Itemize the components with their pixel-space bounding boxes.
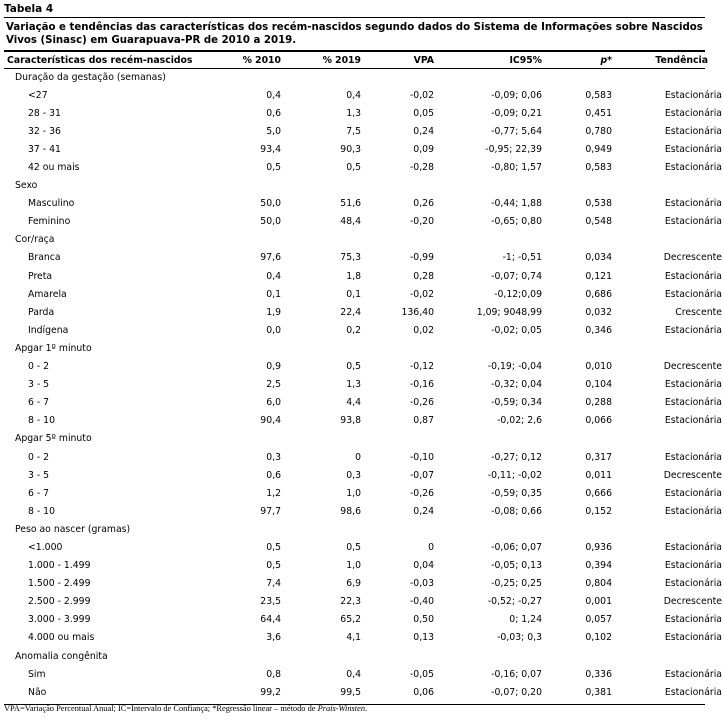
table-footnote xyxy=(4,704,709,713)
group-label: Sexo xyxy=(15,180,38,192)
table-row xyxy=(4,285,724,303)
cell-vpa: -0,03 xyxy=(409,578,434,590)
cell-pct-2019: 1,3 xyxy=(346,379,361,391)
table-row xyxy=(4,122,724,140)
cell-pct-2019: 48,4 xyxy=(340,216,361,228)
cell-pct-2019: 22,3 xyxy=(340,596,361,608)
group-label: Apgar 5º minuto xyxy=(15,433,92,445)
cell-pct-2019: 0 xyxy=(355,451,361,463)
group-row xyxy=(4,647,724,665)
table-row xyxy=(4,321,724,339)
cell-characteristic: Sim xyxy=(28,668,46,680)
cell-characteristic: 1.000 - 1.499 xyxy=(28,560,91,572)
table-row xyxy=(4,303,724,321)
cell-vpa: -0,10 xyxy=(409,451,434,463)
cell-trend: Estacionária xyxy=(664,107,722,119)
cell-p-value: 0,804 xyxy=(585,578,612,590)
cell-ic95: 1,09; 9048,99 xyxy=(476,306,542,318)
table-row xyxy=(4,86,724,104)
table-row xyxy=(4,502,724,520)
cell-pct-2010: 0,4 xyxy=(266,89,281,101)
cell-vpa: -0,07 xyxy=(409,469,434,481)
cell-pct-2010: 0,4 xyxy=(266,270,281,282)
cell-vpa: -0,16 xyxy=(409,379,434,391)
cell-vpa: 0,87 xyxy=(413,415,434,427)
table-row xyxy=(4,394,724,412)
cell-pct-2010: 23,5 xyxy=(260,596,281,608)
table-row xyxy=(4,376,724,394)
table-row xyxy=(4,629,724,647)
table-row xyxy=(4,140,724,158)
cell-characteristic: Indígena xyxy=(28,324,69,336)
cell-p-value: 0,394 xyxy=(585,560,612,572)
cell-pct-2019: 0,5 xyxy=(346,541,361,553)
cell-ic95: -0,19; -0,04 xyxy=(487,361,542,373)
cell-pct-2019: 0,3 xyxy=(346,469,361,481)
header-pct-2010: % 2010 xyxy=(242,54,281,66)
group-label: Apgar 1º minuto xyxy=(15,342,92,354)
cell-ic95: -1; -0,51 xyxy=(502,252,542,264)
cell-pct-2010: 64,4 xyxy=(260,614,281,626)
cell-ic95: -0,05; 0,13 xyxy=(491,560,542,572)
cell-pct-2010: 0,0 xyxy=(266,324,281,336)
cell-vpa: 0,06 xyxy=(413,686,434,698)
cell-vpa: -0,02 xyxy=(409,89,434,101)
top-divider xyxy=(4,17,705,18)
cell-ic95: -0,09; 0,06 xyxy=(491,89,542,101)
cell-pct-2019: 98,6 xyxy=(340,505,361,517)
cell-characteristic: 6 - 7 xyxy=(28,397,50,409)
cell-vpa: -0,12 xyxy=(409,361,434,373)
cell-trend: Estacionária xyxy=(664,686,722,698)
cell-p-value: 0,317 xyxy=(585,451,612,463)
cell-ic95: -0,27; 0,12 xyxy=(491,451,542,463)
table-row xyxy=(4,358,724,376)
cell-p-value: 0,121 xyxy=(585,270,612,282)
table-row xyxy=(4,557,724,575)
cell-ic95: -0,77; 5,64 xyxy=(491,125,542,137)
header-vpa: VPA xyxy=(413,54,434,66)
cell-pct-2019: 4,1 xyxy=(346,632,361,644)
cell-trend: Estacionária xyxy=(664,451,722,463)
table-row xyxy=(4,412,724,430)
cell-pct-2019: 0,5 xyxy=(346,361,361,373)
cell-vpa: 0,24 xyxy=(413,125,434,137)
cell-characteristic: Não xyxy=(28,686,47,698)
group-label: Cor/raça xyxy=(15,234,55,246)
cell-p-value: 0,936 xyxy=(585,541,612,553)
cell-ic95: -0,02; 0,05 xyxy=(491,324,542,336)
cell-p-value: 0,104 xyxy=(585,379,612,391)
cell-pct-2010: 0,1 xyxy=(266,288,281,300)
cell-p-value: 0,538 xyxy=(585,198,612,210)
table-row xyxy=(4,665,724,683)
cell-vpa: 0,50 xyxy=(413,614,434,626)
cell-characteristic: Branca xyxy=(28,252,61,264)
cell-trend: Decrescente xyxy=(663,361,722,373)
cell-characteristic: 8 - 10 xyxy=(28,415,56,427)
cell-p-value: 0,001 xyxy=(585,596,612,608)
cell-vpa: -0,40 xyxy=(409,596,434,608)
cell-pct-2019: 1,8 xyxy=(346,270,361,282)
cell-vpa: -0,20 xyxy=(409,216,434,228)
cell-characteristic: 4.000 ou mais xyxy=(28,632,95,644)
cell-trend: Estacionária xyxy=(664,162,722,174)
cell-characteristic: <1.000 xyxy=(28,541,63,553)
cell-vpa: -0,28 xyxy=(409,162,434,174)
cell-characteristic: 37 - 41 xyxy=(28,143,61,155)
table-row xyxy=(4,249,724,267)
cell-characteristic: Parda xyxy=(28,306,55,318)
cell-pct-2019: 90,3 xyxy=(340,143,361,155)
table-row xyxy=(4,195,724,213)
cell-p-value: 0,011 xyxy=(585,469,612,481)
cell-p-value: 0,548 xyxy=(585,216,612,228)
header-p-value: p* xyxy=(600,54,612,66)
group-label: Duração da gestação (semanas) xyxy=(15,71,166,83)
cell-ic95: -0,02; 2,6 xyxy=(497,415,542,427)
cell-trend: Estacionária xyxy=(664,288,722,300)
cell-vpa: 136,40 xyxy=(401,306,434,318)
cell-p-value: 0,583 xyxy=(585,89,612,101)
cell-pct-2010: 0,9 xyxy=(266,361,281,373)
cell-characteristic: 0 - 2 xyxy=(28,451,50,463)
header-ic95: IC95% xyxy=(509,54,542,66)
cell-vpa: 0 xyxy=(428,541,434,553)
table-row xyxy=(4,575,724,593)
cell-trend: Estacionária xyxy=(664,487,722,499)
cell-p-value: 0,346 xyxy=(585,324,612,336)
cell-vpa: -0,26 xyxy=(409,487,434,499)
cell-pct-2019: 1,0 xyxy=(346,487,361,499)
group-row xyxy=(4,339,724,357)
cell-characteristic: 3 - 5 xyxy=(28,469,50,481)
cell-vpa: 0,28 xyxy=(413,270,434,282)
header-trend: Tendência xyxy=(655,54,708,66)
cell-pct-2010: 7,4 xyxy=(266,578,281,590)
cell-trend: Estacionária xyxy=(664,324,722,336)
cell-pct-2019: 1,0 xyxy=(346,560,361,572)
cell-trend: Estacionária xyxy=(664,125,722,137)
cell-vpa: 0,05 xyxy=(413,107,434,119)
cell-characteristic: 3.000 - 3.999 xyxy=(28,614,91,626)
cell-vpa: 0,04 xyxy=(413,560,434,572)
cell-vpa: 0,13 xyxy=(413,632,434,644)
cell-pct-2010: 0,3 xyxy=(266,451,281,463)
cell-p-value: 0,780 xyxy=(585,125,612,137)
cell-characteristic: Amarela xyxy=(28,288,67,300)
cell-pct-2019: 1,3 xyxy=(346,107,361,119)
cell-p-value: 0,451 xyxy=(585,107,612,119)
cell-p-value: 0,066 xyxy=(585,415,612,427)
table-row xyxy=(4,448,724,466)
cell-p-value: 0,381 xyxy=(585,686,612,698)
cell-ic95: -0,80; 1,57 xyxy=(491,162,542,174)
cell-trend: Crescente xyxy=(675,306,722,318)
footnote-method: Prais-Winsten xyxy=(317,704,366,713)
cell-ic95: -0,07; 0,74 xyxy=(491,270,542,282)
cell-pct-2019: 0,5 xyxy=(346,162,361,174)
cell-ic95: -0,09; 0,21 xyxy=(491,107,542,119)
table-row xyxy=(4,593,724,611)
cell-characteristic: Preta xyxy=(28,270,53,282)
cell-characteristic: Masculino xyxy=(28,198,75,210)
cell-characteristic: 1.500 - 2.499 xyxy=(28,578,91,590)
cell-ic95: -0,59; 0,34 xyxy=(491,397,542,409)
cell-pct-2019: 0,2 xyxy=(346,324,361,336)
table-caption: Variação e tendências das características dos recém-nascidos segundo dados do Sistema de Informações sobre Nascidos Vivos (Sinasc) em Guarapuava-PR de 2010 a 2019. xyxy=(6,22,703,46)
table-row xyxy=(4,104,724,122)
cell-ic95: -0,11; -0,02 xyxy=(487,469,542,481)
cell-trend: Decrescente xyxy=(663,596,722,608)
cell-pct-2019: 0,4 xyxy=(346,668,361,680)
group-label: Anomalia congênita xyxy=(15,650,108,662)
cell-p-value: 0,666 xyxy=(585,487,612,499)
group-row xyxy=(4,520,724,538)
cell-trend: Decrescente xyxy=(663,469,722,481)
cell-trend: Estacionária xyxy=(664,198,722,210)
cell-pct-2010: 0,8 xyxy=(266,668,281,680)
cell-characteristic: 3 - 5 xyxy=(28,379,50,391)
group-label: Peso ao nascer (gramas) xyxy=(15,523,131,535)
table-label: Tabela 4 xyxy=(4,3,54,15)
table-row xyxy=(4,267,724,285)
cell-p-value: 0,288 xyxy=(585,397,612,409)
cell-ic95: -0,52; -0,27 xyxy=(487,596,542,608)
cell-ic95: -0,25; 0,25 xyxy=(491,578,542,590)
cell-p-value: 0,032 xyxy=(585,306,612,318)
cell-characteristic: 28 - 31 xyxy=(28,107,61,119)
cell-pct-2010: 93,4 xyxy=(260,143,281,155)
cell-ic95: -0,08; 0,66 xyxy=(491,505,542,517)
group-row xyxy=(4,68,724,86)
cell-pct-2010: 97,6 xyxy=(260,252,281,264)
cell-trend: Estacionária xyxy=(664,89,722,101)
cell-pct-2010: 0,6 xyxy=(266,107,281,119)
cell-ic95: -0,12;0,09 xyxy=(494,288,542,300)
cell-pct-2010: 2,5 xyxy=(266,379,281,391)
cell-pct-2010: 0,5 xyxy=(266,541,281,553)
cell-pct-2010: 3,6 xyxy=(266,632,281,644)
cell-p-value: 0,010 xyxy=(585,361,612,373)
cell-trend: Decrescente xyxy=(663,252,722,264)
cell-characteristic: 2.500 - 2.999 xyxy=(28,596,91,608)
cell-pct-2019: 99,5 xyxy=(340,686,361,698)
table-row xyxy=(4,466,724,484)
group-row xyxy=(4,430,724,448)
header-row xyxy=(4,52,724,68)
cell-ic95: -0,44; 1,88 xyxy=(491,198,542,210)
cell-pct-2019: 51,6 xyxy=(340,198,361,210)
cell-p-value: 0,949 xyxy=(585,143,612,155)
table-row xyxy=(4,484,724,502)
cell-pct-2010: 0,5 xyxy=(266,560,281,572)
cell-pct-2019: 65,2 xyxy=(340,614,361,626)
header-pct-2019: % 2019 xyxy=(322,54,361,66)
cell-ic95: -0,07; 0,20 xyxy=(491,686,542,698)
cell-pct-2019: 4,4 xyxy=(346,397,361,409)
cell-trend: Estacionária xyxy=(664,560,722,572)
cell-vpa: -0,99 xyxy=(409,252,434,264)
cell-characteristic: 0 - 2 xyxy=(28,361,50,373)
cell-vpa: 0,24 xyxy=(413,505,434,517)
table-row xyxy=(4,683,724,701)
cell-vpa: -0,05 xyxy=(409,668,434,680)
cell-trend: Estacionária xyxy=(664,270,722,282)
data-table xyxy=(4,52,724,701)
group-row xyxy=(4,177,724,195)
cell-ic95: -0,06; 0,07 xyxy=(491,541,542,553)
cell-pct-2010: 5,0 xyxy=(266,125,281,137)
cell-p-value: 0,102 xyxy=(585,632,612,644)
table-row xyxy=(4,158,724,176)
cell-p-value: 0,686 xyxy=(585,288,612,300)
cell-trend: Estacionária xyxy=(664,505,722,517)
cell-ic95: -0,65; 0,80 xyxy=(491,216,542,228)
cell-trend: Estacionária xyxy=(664,614,722,626)
cell-p-value: 0,583 xyxy=(585,162,612,174)
cell-vpa: -0,26 xyxy=(409,397,434,409)
cell-trend: Estacionária xyxy=(664,632,722,644)
cell-vpa: 0,26 xyxy=(413,198,434,210)
cell-trend: Estacionária xyxy=(664,415,722,427)
cell-vpa: -0,02 xyxy=(409,288,434,300)
cell-characteristic: 32 - 36 xyxy=(28,125,61,137)
group-row xyxy=(4,231,724,249)
cell-ic95: -0,03; 0,3 xyxy=(497,632,542,644)
cell-pct-2010: 0,5 xyxy=(266,162,281,174)
cell-vpa: 0,02 xyxy=(413,324,434,336)
cell-trend: Estacionária xyxy=(664,578,722,590)
cell-pct-2010: 50,0 xyxy=(260,216,281,228)
cell-characteristic: 6 - 7 xyxy=(28,487,50,499)
cell-pct-2010: 90,4 xyxy=(260,415,281,427)
cell-trend: Estacionária xyxy=(664,541,722,553)
cell-characteristic: Feminino xyxy=(28,216,71,228)
cell-p-value: 0,034 xyxy=(585,252,612,264)
cell-pct-2019: 6,9 xyxy=(346,578,361,590)
cell-pct-2019: 75,3 xyxy=(340,252,361,264)
cell-pct-2010: 0,6 xyxy=(266,469,281,481)
cell-pct-2019: 0,1 xyxy=(346,288,361,300)
cell-characteristic: 8 - 10 xyxy=(28,505,56,517)
cell-p-value: 0,152 xyxy=(585,505,612,517)
cell-pct-2019: 0,4 xyxy=(346,89,361,101)
table-body xyxy=(4,68,724,701)
cell-pct-2010: 1,9 xyxy=(266,306,281,318)
cell-pct-2010: 1,2 xyxy=(266,487,281,499)
cell-ic95: -0,59; 0,35 xyxy=(491,487,542,499)
cell-trend: Estacionária xyxy=(664,216,722,228)
cell-ic95: -0,32; 0,04 xyxy=(491,379,542,391)
header-characteristics: Características dos recém-nascidos xyxy=(7,54,193,66)
cell-trend: Estacionária xyxy=(664,379,722,391)
cell-ic95: -0,16; 0,07 xyxy=(491,668,542,680)
cell-characteristic: <27 xyxy=(28,89,48,101)
cell-trend: Estacionária xyxy=(664,397,722,409)
cell-vpa: 0,09 xyxy=(413,143,434,155)
cell-pct-2010: 99,2 xyxy=(260,686,281,698)
cell-trend: Estacionária xyxy=(664,143,722,155)
cell-ic95: 0; 1,24 xyxy=(509,614,542,626)
cell-pct-2010: 6,0 xyxy=(266,397,281,409)
cell-pct-2019: 93,8 xyxy=(340,415,361,427)
table-row xyxy=(4,538,724,556)
cell-pct-2010: 97,7 xyxy=(260,505,281,517)
footnote-end: . xyxy=(365,704,368,713)
cell-ic95: -0,95; 22,39 xyxy=(485,143,542,155)
table-row xyxy=(4,213,724,231)
cell-pct-2010: 50,0 xyxy=(260,198,281,210)
cell-pct-2019: 7,5 xyxy=(346,125,361,137)
cell-p-value: 0,057 xyxy=(585,614,612,626)
cell-characteristic: 42 ou mais xyxy=(28,162,80,174)
cell-trend: Estacionária xyxy=(664,668,722,680)
table-row xyxy=(4,611,724,629)
footnote-text: VPA=Variação Percentual Anual; IC=Intervalo de Confiança; *Regressão linear – método de xyxy=(4,704,318,713)
cell-p-value: 0,336 xyxy=(585,668,612,680)
cell-pct-2019: 22,4 xyxy=(340,306,361,318)
